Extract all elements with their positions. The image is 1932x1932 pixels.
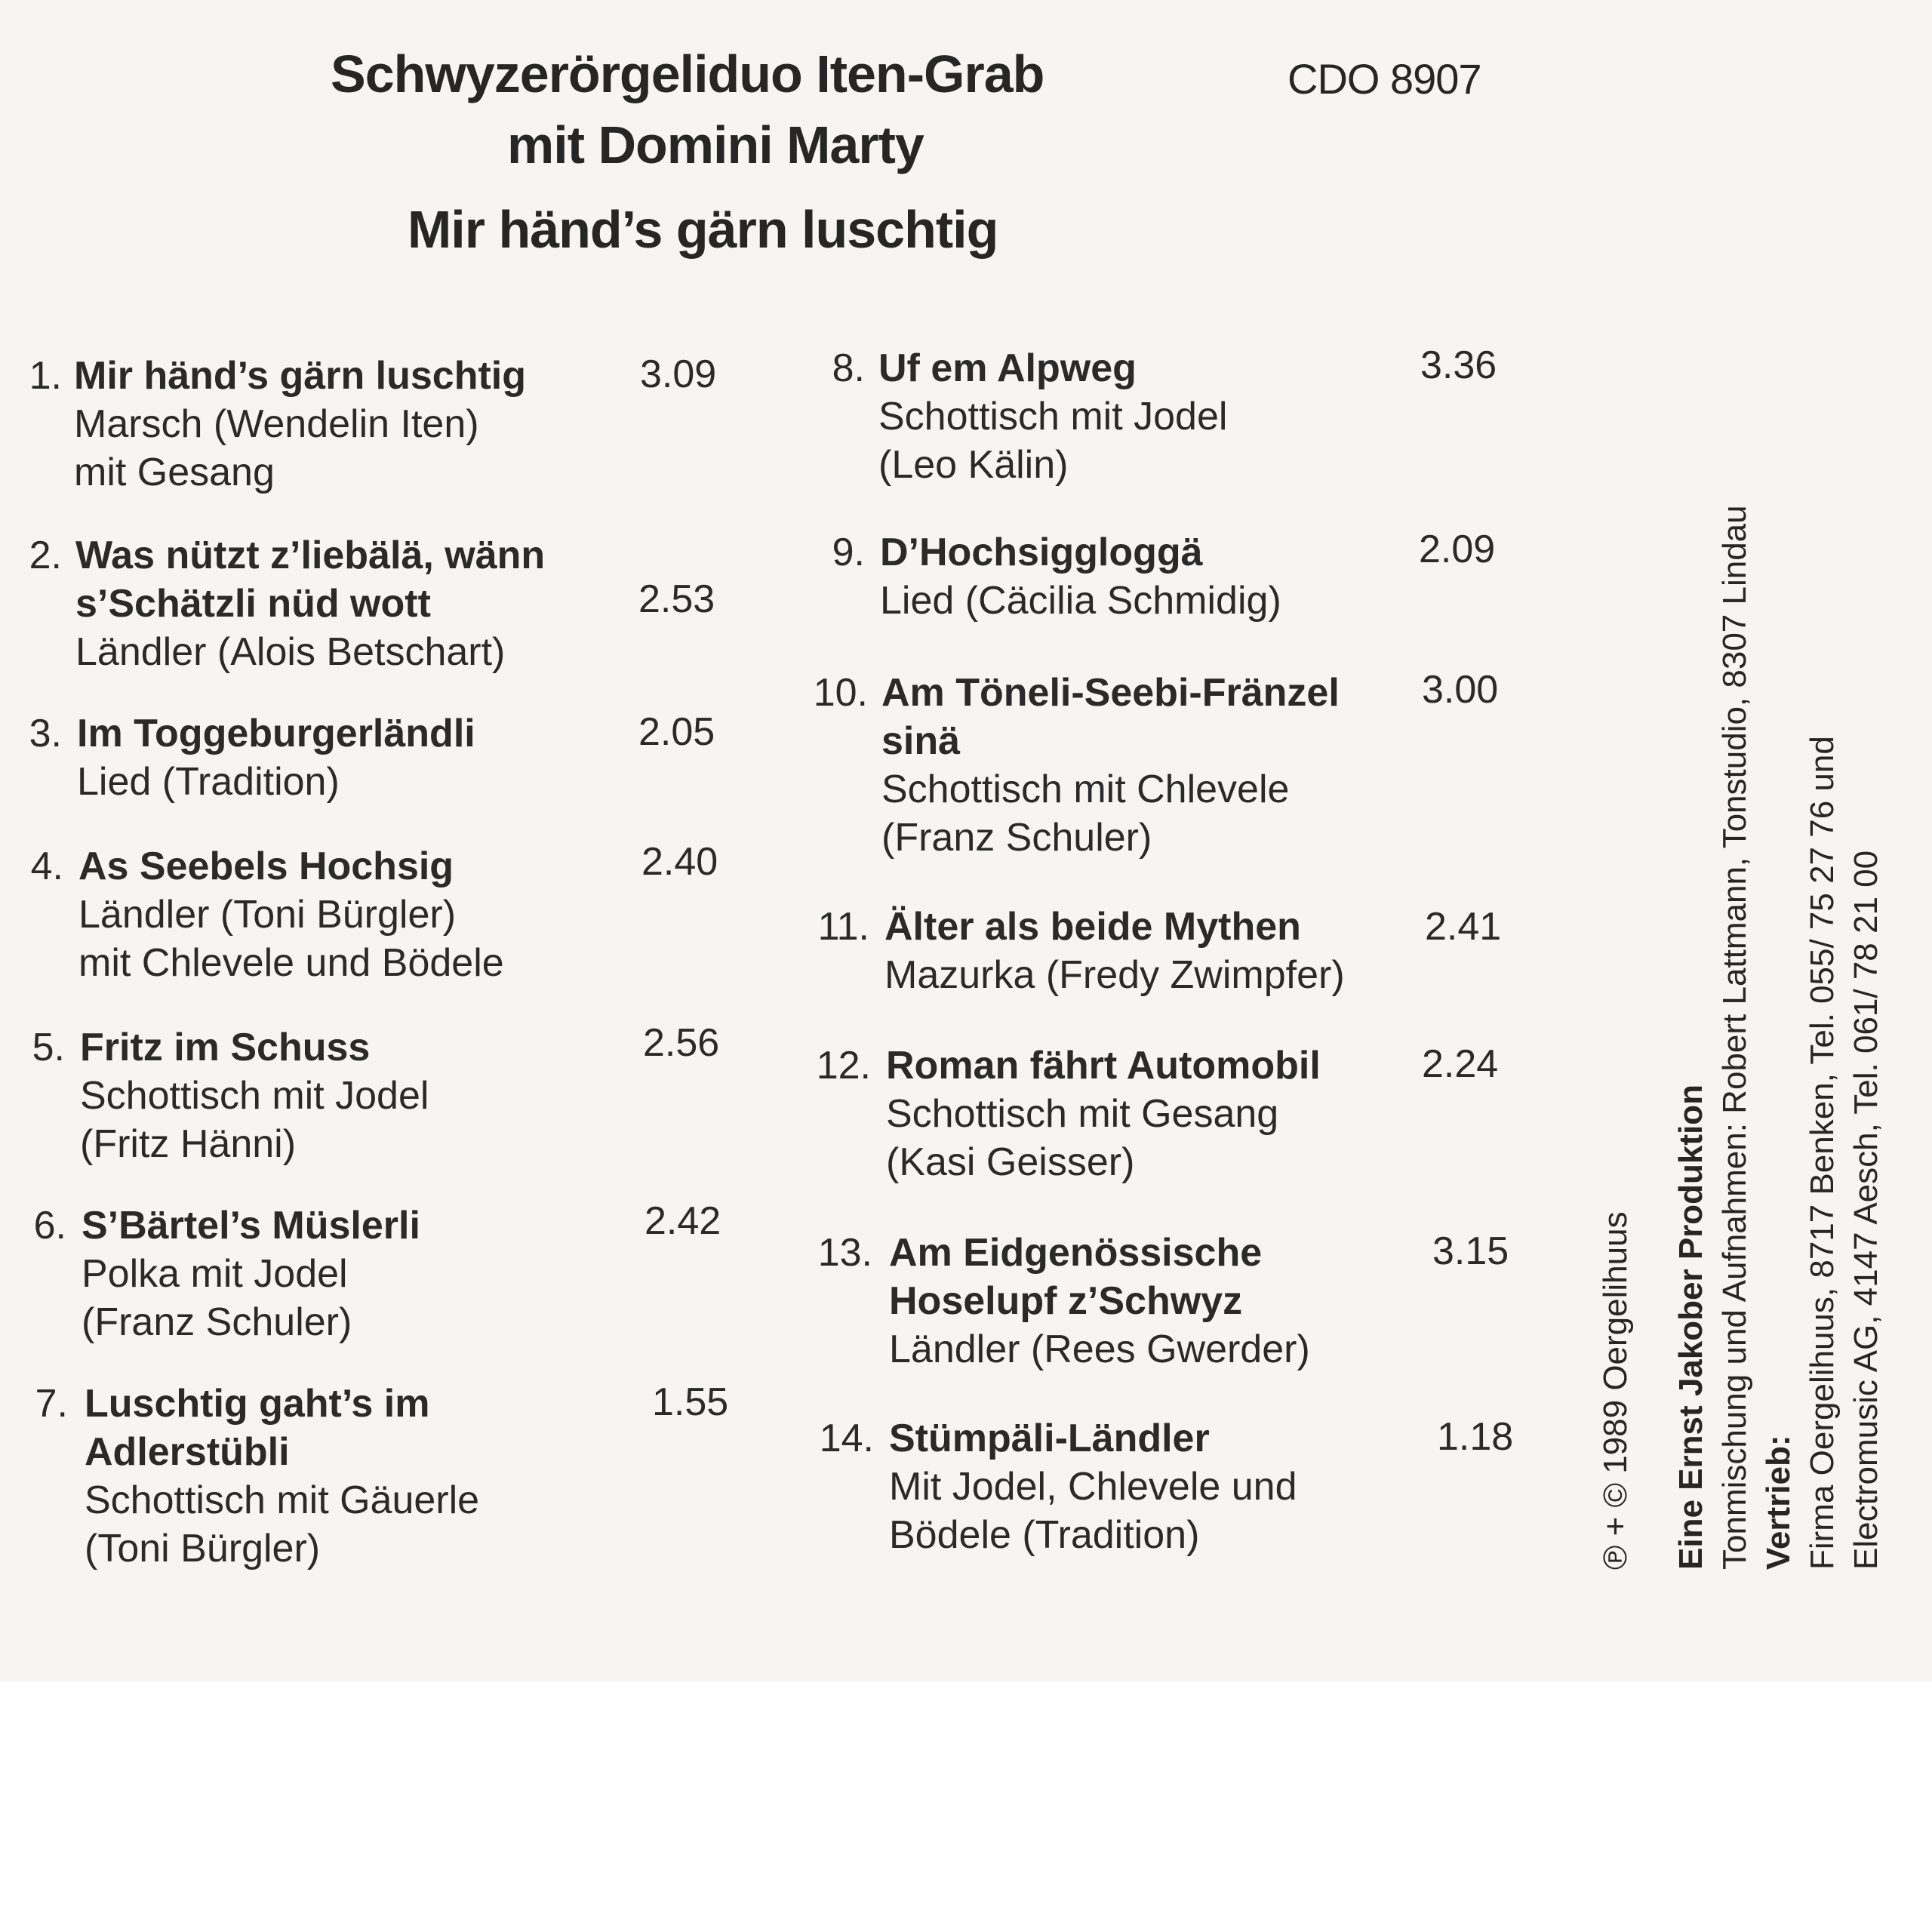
track-title: Stümpäli-Ländler xyxy=(889,1417,1210,1460)
artist-heading: Schwyzerörgeliduo Iten-Grab xyxy=(331,45,1044,103)
track-number: 12. xyxy=(816,1044,871,1088)
track-detail: Polka mit Jodel xyxy=(82,1252,348,1296)
track-body xyxy=(85,1380,479,1573)
track-body xyxy=(78,842,504,987)
track-detail: (Fritz Hänni) xyxy=(80,1122,297,1166)
recording-credit: Tonmischung und Aufnahmen: Robert Lattmann, Tonstudio, 8307 Lindau xyxy=(1716,505,1753,1570)
track-title: sinä xyxy=(881,719,961,763)
track-title: Mir händ’s gärn luschtig xyxy=(74,354,527,398)
track-body xyxy=(82,1201,420,1346)
track-title: D’Hochsiggloggä xyxy=(880,531,1203,574)
track-number: 11. xyxy=(817,905,869,949)
track-duration: 3.15 xyxy=(1432,1229,1509,1273)
track-number: 10. xyxy=(813,671,868,715)
track-title: Im Toggeburgerländli xyxy=(77,712,475,755)
track-detail: Schottisch mit Jodel xyxy=(80,1074,429,1118)
track-duration: 3.36 xyxy=(1420,343,1497,387)
track-detail: Schottisch mit Chlevele xyxy=(881,768,1290,811)
track-body xyxy=(889,1414,1297,1559)
track-body xyxy=(884,903,1345,999)
track-duration: 2.41 xyxy=(1425,905,1502,949)
track-title: Luschtig gaht’s im xyxy=(85,1382,430,1426)
track-detail: Mazurka (Fredy Zwimpfer) xyxy=(884,953,1345,997)
credits-block xyxy=(1669,505,1888,1570)
track-duration: 2.56 xyxy=(643,1021,720,1065)
track-duration: 1.18 xyxy=(1437,1415,1514,1459)
track-duration: 2.24 xyxy=(1422,1042,1499,1086)
track-detail: Schottisch mit Gäuerle xyxy=(85,1478,480,1522)
track-body xyxy=(880,528,1281,625)
track-title: Am Töneli-Seebi-Fränzel xyxy=(881,671,1340,715)
track-title: Fritz im Schuss xyxy=(80,1026,371,1069)
track-duration: 3.09 xyxy=(640,352,717,396)
track-body xyxy=(878,344,1227,489)
track-duration: 2.09 xyxy=(1419,528,1496,571)
track-detail: (Franz Schuler) xyxy=(881,816,1152,860)
track-body xyxy=(889,1229,1310,1374)
track-detail: Ländler (Toni Bürgler) xyxy=(78,893,457,937)
track-number: 13. xyxy=(817,1231,872,1275)
track-number: 2. xyxy=(29,534,62,577)
track-title: As Seebels Hochsig xyxy=(78,844,454,888)
track-detail: mit Gesang xyxy=(74,451,275,494)
track-title: Hoselupf z’Schwyz xyxy=(889,1279,1243,1323)
track-title: Uf em Alpweg xyxy=(878,346,1137,390)
track-detail: (Toni Bürgler) xyxy=(85,1527,321,1571)
track-number: 4. xyxy=(30,844,63,888)
track-number: 8. xyxy=(832,346,865,390)
track-body xyxy=(886,1041,1321,1186)
track-body xyxy=(75,531,545,676)
track-detail: mit Chlevele und Bödele xyxy=(78,941,504,985)
track-detail: Ländler (Rees Gwerder) xyxy=(889,1327,1310,1371)
album-title: Mir händ’s gärn luschtig xyxy=(408,200,998,259)
track-number: 5. xyxy=(32,1026,65,1069)
track-detail: Lied (Tradition) xyxy=(77,760,340,804)
track-detail: Lied (Cäcilia Schmidig) xyxy=(880,579,1281,623)
catalog-number: CDO 8907 xyxy=(1287,55,1481,103)
copyright-line xyxy=(1594,1211,1638,1570)
track-body xyxy=(77,709,475,806)
track-title: s’Schätzli nüd wott xyxy=(75,582,431,626)
featuring-heading: mit Domini Marty xyxy=(507,115,924,174)
track-detail: (Franz Schuler) xyxy=(82,1300,352,1344)
track-number: 6. xyxy=(33,1204,66,1247)
track-detail: Schottisch mit Jodel xyxy=(878,395,1228,438)
track-number: 9. xyxy=(832,531,865,574)
distribution-label: Vertrieb: xyxy=(1760,1435,1797,1570)
track-number: 1. xyxy=(29,354,62,398)
track-duration: 3.00 xyxy=(1422,668,1499,712)
track-number: 14. xyxy=(819,1417,874,1460)
track-detail: Bödele (Tradition) xyxy=(889,1513,1200,1557)
distributor-1: Firma Oergelihuus, 8717 Benken, Tel. 055/ 75 27 76 und xyxy=(1804,736,1841,1570)
track-duration: 1.55 xyxy=(652,1380,729,1424)
track-title: Adlerstübli xyxy=(85,1430,290,1474)
track-detail: Marsch (Wendelin Iten) xyxy=(74,402,479,446)
track-detail: Schottisch mit Gesang xyxy=(886,1092,1279,1136)
track-number: 3. xyxy=(29,712,62,755)
track-number: 7. xyxy=(35,1382,68,1426)
track-body xyxy=(881,669,1340,862)
track-title: Älter als beide Mythen xyxy=(884,905,1301,949)
track-body xyxy=(74,352,526,497)
track-detail: (Leo Kälin) xyxy=(878,443,1069,487)
track-duration: 2.42 xyxy=(645,1199,721,1243)
track-title: S’Bärtel’s Müslerli xyxy=(82,1204,420,1247)
track-duration: 2.53 xyxy=(638,577,715,621)
copyright-text: ℗ + © 1989 Oergelihuus xyxy=(1597,1211,1634,1570)
distributor-2: Electromusic AG, 4147 Aesch, Tel. 061/ 78 21 00 xyxy=(1847,850,1884,1570)
production-credit: Eine Ernst Jakober Produktion xyxy=(1672,1084,1709,1570)
track-body xyxy=(80,1023,429,1168)
track-duration: 2.40 xyxy=(641,840,718,884)
track-detail: Ländler (Alois Betschart) xyxy=(75,630,506,674)
track-title: Am Eidgenössische xyxy=(889,1231,1263,1275)
track-title: Was nützt z’liebälä, wänn xyxy=(75,534,546,577)
track-title: Roman fährt Automobil xyxy=(886,1044,1321,1088)
track-duration: 2.05 xyxy=(638,710,715,754)
track-detail: (Kasi Geisser) xyxy=(886,1140,1135,1184)
track-detail: Mit Jodel, Chlevele und xyxy=(889,1465,1297,1509)
